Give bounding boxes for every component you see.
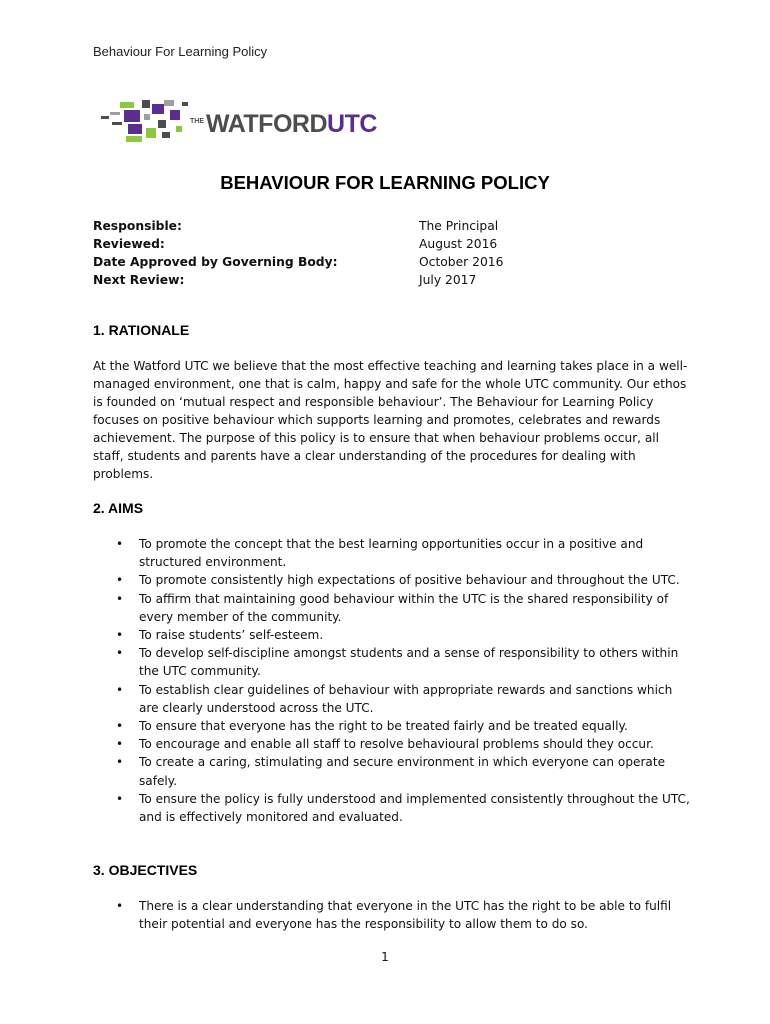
bullet-icon: • [116,899,124,913]
meta-label: Reviewed: [93,237,165,251]
bullet-icon: • [116,719,124,734]
section-heading-aims: 2. AIMS [93,500,144,516]
bullet-icon: • [116,737,124,752]
list-item-text: To ensure the policy is fully understood and implemented consistently throughout the UTC, and is effectively monitored and evaluated. [139,791,690,825]
bullet-icon: • [116,755,124,770]
aims-list [93,535,693,826]
list-item-text: To develop self-discipline amongst students and a sense of responsibility to others within the UTC community. [139,646,679,679]
list-item [93,626,693,644]
meta-label: Responsible: [93,219,182,233]
list-item-text: There is a clear understanding that everyone in the UTC has the right to be able to fulfil their potential and everyone has the responsibility to allow them to do so. [139,899,672,932]
bullet-icon: • [116,537,124,551]
page-number: 1 [381,950,389,964]
bullet-icon: • [116,573,124,588]
list-item-text: To promote the concept that the best learning opportunities occur in a positive and structured environment. [139,537,644,570]
logo-name-accent: UTC [327,110,377,138]
list-item-text: To raise students’ self-esteem. [139,628,324,643]
meta-label: Date Approved by Governing Body: [93,255,338,269]
meta-label: Next Review: [93,273,185,287]
list-item [93,790,693,826]
list-item [93,735,693,753]
logo-wordmark [190,110,377,139]
bullet-icon: • [116,791,124,806]
bullet-icon: • [116,682,124,697]
list-item-text: To affirm that maintaining good behaviour within the UTC is the shared responsibility of every member of the community. [139,591,669,624]
list-item [93,717,693,735]
list-item-text: To ensure that everyone has the right to be treated fairly and be treated equally. [139,719,628,734]
list-item [93,644,693,680]
section-heading-objectives: 3. OBJECTIVES [93,862,198,878]
policy-metadata [93,217,693,289]
logo-squares-graphic [98,96,193,148]
watford-utc-logo [98,96,398,148]
meta-value: The Principal [419,219,499,233]
list-item [93,897,693,933]
objectives-list [93,897,693,933]
section-aims-heading-wrap [93,500,693,516]
list-item [93,571,693,589]
page-header: Behaviour For Learning Policy [93,44,268,59]
meta-row-responsible [93,217,693,235]
rationale-paragraph: At the Watford UTC we believe that the most effective teaching and learning takes place in a well-managed environment, one that is calm, happy and safe for the whole UTC community. Our ethos is founded on ‘mutual respect and responsible behaviour’. The Behaviour for Learning Policy focuses on positive behaviour which supports learning and promotes, celebrates and rewards achievement. The purpose of this policy is to ensure that when behaviour problems occur, all staff, students and parents have a clear understanding of the procedures for dealing with problems. [93,359,688,481]
document-title: BEHAVIOUR FOR LEARNING POLICY [220,172,550,193]
meta-value: October 2016 [419,255,504,269]
list-item-text: To establish clear guidelines of behaviour with appropriate rewards and sanctions which are clearly understood across the UTC. [139,682,673,715]
meta-row-next-review [93,271,693,289]
list-item [93,535,693,571]
section-rationale-heading-wrap [93,322,693,338]
logo-name-main: WATFORD [206,110,328,138]
list-item [93,681,693,717]
list-item [93,590,693,626]
bullet-icon: • [116,591,124,606]
meta-row-reviewed [93,235,693,253]
list-item-text: To encourage and enable all staff to resolve behavioural problems should they occur. [139,737,654,752]
logo-prefix: THE [190,118,204,125]
bullet-icon: • [116,646,124,661]
bullet-icon: • [116,628,124,643]
list-item-text: To create a caring, stimulating and secure environment in which everyone can operate safely. [139,755,666,788]
meta-value: August 2016 [419,237,498,251]
section-objectives-heading-wrap [93,862,693,878]
meta-row-date-approved [93,253,693,271]
section-heading-rationale: 1. RATIONALE [93,322,190,338]
list-item-text: To promote consistently high expectations of positive behaviour and throughout the UTC. [139,573,680,588]
list-item [93,753,693,789]
meta-value: July 2017 [419,273,477,287]
